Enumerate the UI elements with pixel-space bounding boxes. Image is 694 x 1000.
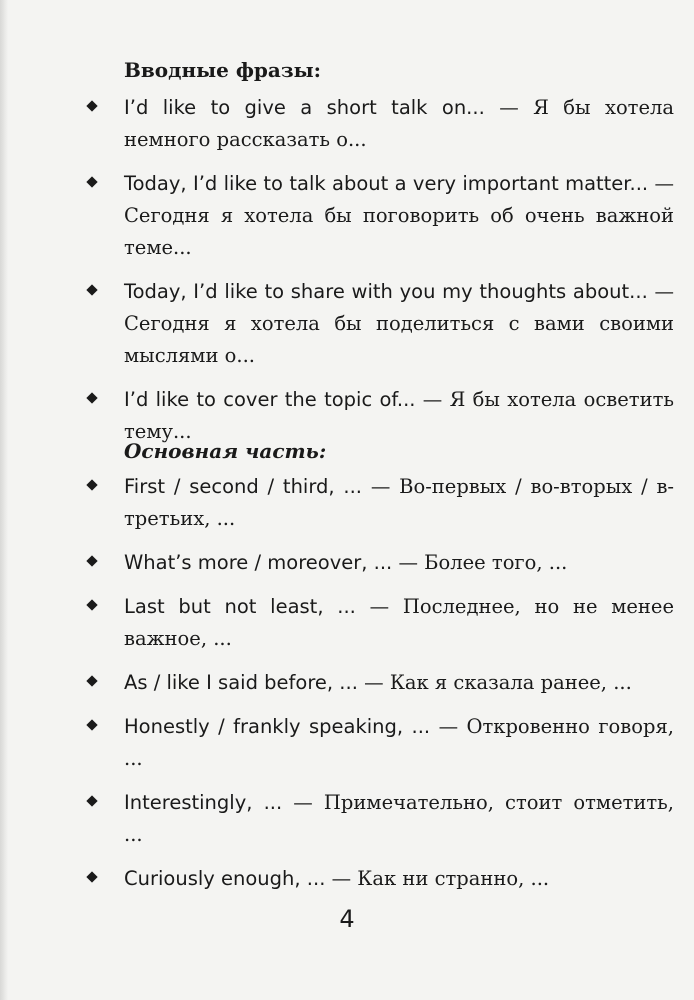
russian-translation: Более того, ... [424, 551, 568, 574]
separator-dash: — [370, 475, 391, 498]
diamond-bullet-icon [86, 599, 97, 610]
list-item [0, 92, 674, 156]
diamond-bullet-icon [86, 392, 97, 403]
separator-dash: — [499, 96, 519, 119]
russian-translation: Я бы хотела немного рассказать о... [124, 96, 675, 151]
list-item [0, 384, 674, 448]
list-item [0, 591, 674, 655]
english-phrase: What’s more / moreover, ... [124, 551, 393, 574]
english-phrase: I’d like to cover the topic of... [124, 388, 416, 411]
diamond-bullet-icon [86, 100, 97, 111]
separator-dash: — [654, 280, 675, 303]
russian-translation: Примечательно, стоит отметить, ... [124, 791, 674, 846]
russian-translation: Во-первых / во-вторых / в-третьих, ... [124, 475, 675, 530]
separator-dash: — [369, 595, 390, 618]
separator-dash: — [438, 715, 459, 738]
main-part-heading: Основная часть: [124, 439, 327, 463]
russian-translation: Сегодня я хотела бы поговорить об очень важной теме... [124, 204, 674, 259]
diamond-bullet-icon [86, 719, 97, 730]
list-item [0, 863, 674, 895]
diamond-bullet-icon [86, 176, 97, 187]
list-item [0, 667, 674, 699]
list-item [0, 471, 674, 535]
russian-translation: Я бы хотела осветить тему... [124, 388, 674, 443]
english-phrase: Today, I’d like to share with you my thoughts about... [124, 280, 648, 303]
diamond-bullet-icon [86, 675, 97, 686]
russian-translation: Последнее, но не менее важное, ... [124, 595, 675, 650]
separator-dash: — [331, 867, 352, 890]
diamond-bullet-icon [86, 795, 97, 806]
russian-translation: Откровенно говоря, ... [124, 715, 674, 770]
russian-translation: Сегодня я хотела бы поделиться с вами своими мыслями о... [124, 312, 674, 367]
diamond-bullet-icon [86, 479, 97, 490]
english-phrase: Last but not least, ... [124, 595, 356, 618]
list-item [0, 168, 674, 264]
list-item [0, 711, 674, 775]
diamond-bullet-icon [86, 871, 97, 882]
main-phrase-list [0, 471, 694, 907]
english-phrase: Honestly / frankly speaking, ... [124, 715, 431, 738]
list-item [0, 547, 674, 579]
english-phrase: First / second / third, ... [124, 475, 362, 498]
separator-dash: — [293, 791, 313, 814]
separator-dash: — [364, 671, 384, 694]
english-phrase: As / like I said before, ... [124, 671, 358, 694]
separator-dash: — [654, 172, 674, 195]
intro-phrase-list [0, 92, 694, 460]
diamond-bullet-icon [86, 284, 97, 295]
diamond-bullet-icon [86, 555, 97, 566]
list-item [0, 276, 674, 372]
russian-translation: Как ни странно, ... [357, 867, 550, 890]
separator-dash: — [422, 388, 443, 411]
list-item [0, 787, 674, 851]
page-number: 4 [339, 905, 355, 933]
english-phrase: I’d like to give a short talk on... [124, 96, 485, 119]
english-phrase: Interestingly, ... [124, 791, 283, 814]
intro-heading: Вводные фразы: [124, 58, 322, 82]
russian-translation: Как я сказала ранее, ... [389, 671, 632, 694]
separator-dash: — [398, 551, 418, 574]
english-phrase: Today, I’d like to talk about a very important matter... [124, 172, 649, 195]
english-phrase: Curiously enough, ... [124, 867, 326, 890]
